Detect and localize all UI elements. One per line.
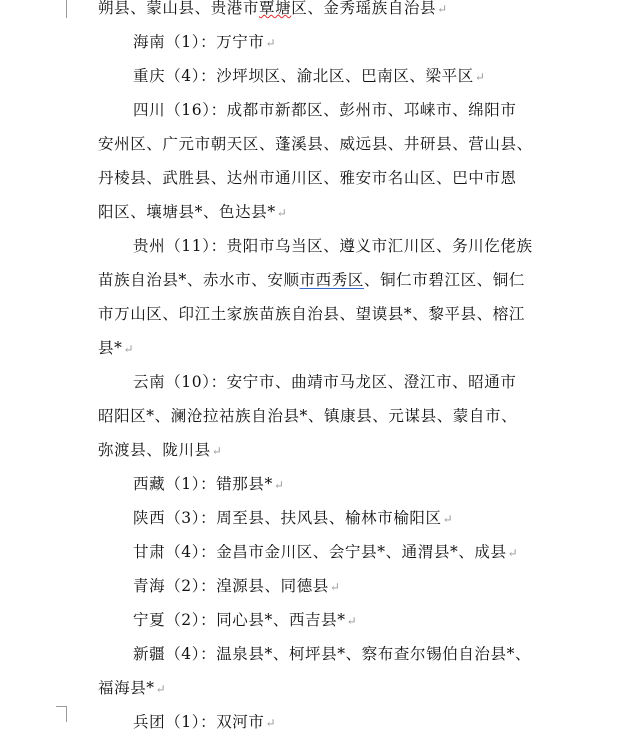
text-line: 苗族自治县*、赤水市、安顺市西秀区、铜仁市碧江区、铜仁 (98, 271, 525, 289)
bottom-crop-mark-vertical (66, 706, 67, 722)
text-line: 宁夏（2）：同心县*、西吉县*↵ (133, 611, 358, 629)
text-line: 丹棱县、武胜县、达州市通川区、雅安市名山区、巴中市恩 (98, 169, 517, 187)
text-line: 福海县*↵ (98, 679, 167, 697)
text-line: 甘肃（4）：金昌市金川区、会宁县*、通渭县*、成县↵ (133, 543, 519, 561)
document-body[interactable] (98, 0, 554, 739)
text-line: 安州区、广元市朝天区、蓬溪县、威远县、井研县、营山县、 (98, 135, 533, 153)
text-line: 海南（1）：万宁市↵ (133, 33, 277, 51)
text-line: 朔县、蒙山县、贵港市覃塘区、金秀瑶族自治县↵ (98, 0, 448, 17)
text-line: 云南（10）：安宁市、曲靖市马龙区、澄江市、昭通市 (133, 373, 517, 391)
text-line: 市万山区、印江土家族苗族自治县、望谟县*、黎平县、榕江 (98, 305, 525, 323)
text-line: 陕西（3）：周至县、扶风县、榆林市榆阳区↵ (133, 509, 454, 527)
text-line: 贵州（11）：贵阳市乌当区、遵义市汇川区、务川仡佬族 (133, 237, 533, 255)
text-line: 昭阳区*、澜沧拉祜族自治县*、镇康县、元谋县、蒙自市、 (98, 407, 518, 425)
text-line: 兵团（1）：双河市↵ (133, 713, 277, 731)
text-line: 新疆（4）：温泉县*、柯坪县*、察布查尔锡伯自治县*、 (133, 645, 532, 663)
text-line: 四川（16）：成都市新都区、彭州市、邛崃市、绵阳市 (133, 101, 517, 119)
text-line: 弥渡县、陇川县↵ (98, 441, 223, 459)
text-line: 县*↵ (98, 339, 135, 357)
top-crop-mark-vertical (66, 0, 67, 18)
text-line: 西藏（1）：错那县*↵ (133, 475, 285, 493)
text-line: 青海（2）：湟源县、同德县↵ (133, 577, 341, 595)
text-line: 阳区、壤塘县*、色达县*↵ (98, 203, 288, 221)
text-line: 重庆（4）：沙坪坝区、渝北区、巴南区、梁平区↵ (133, 67, 486, 85)
